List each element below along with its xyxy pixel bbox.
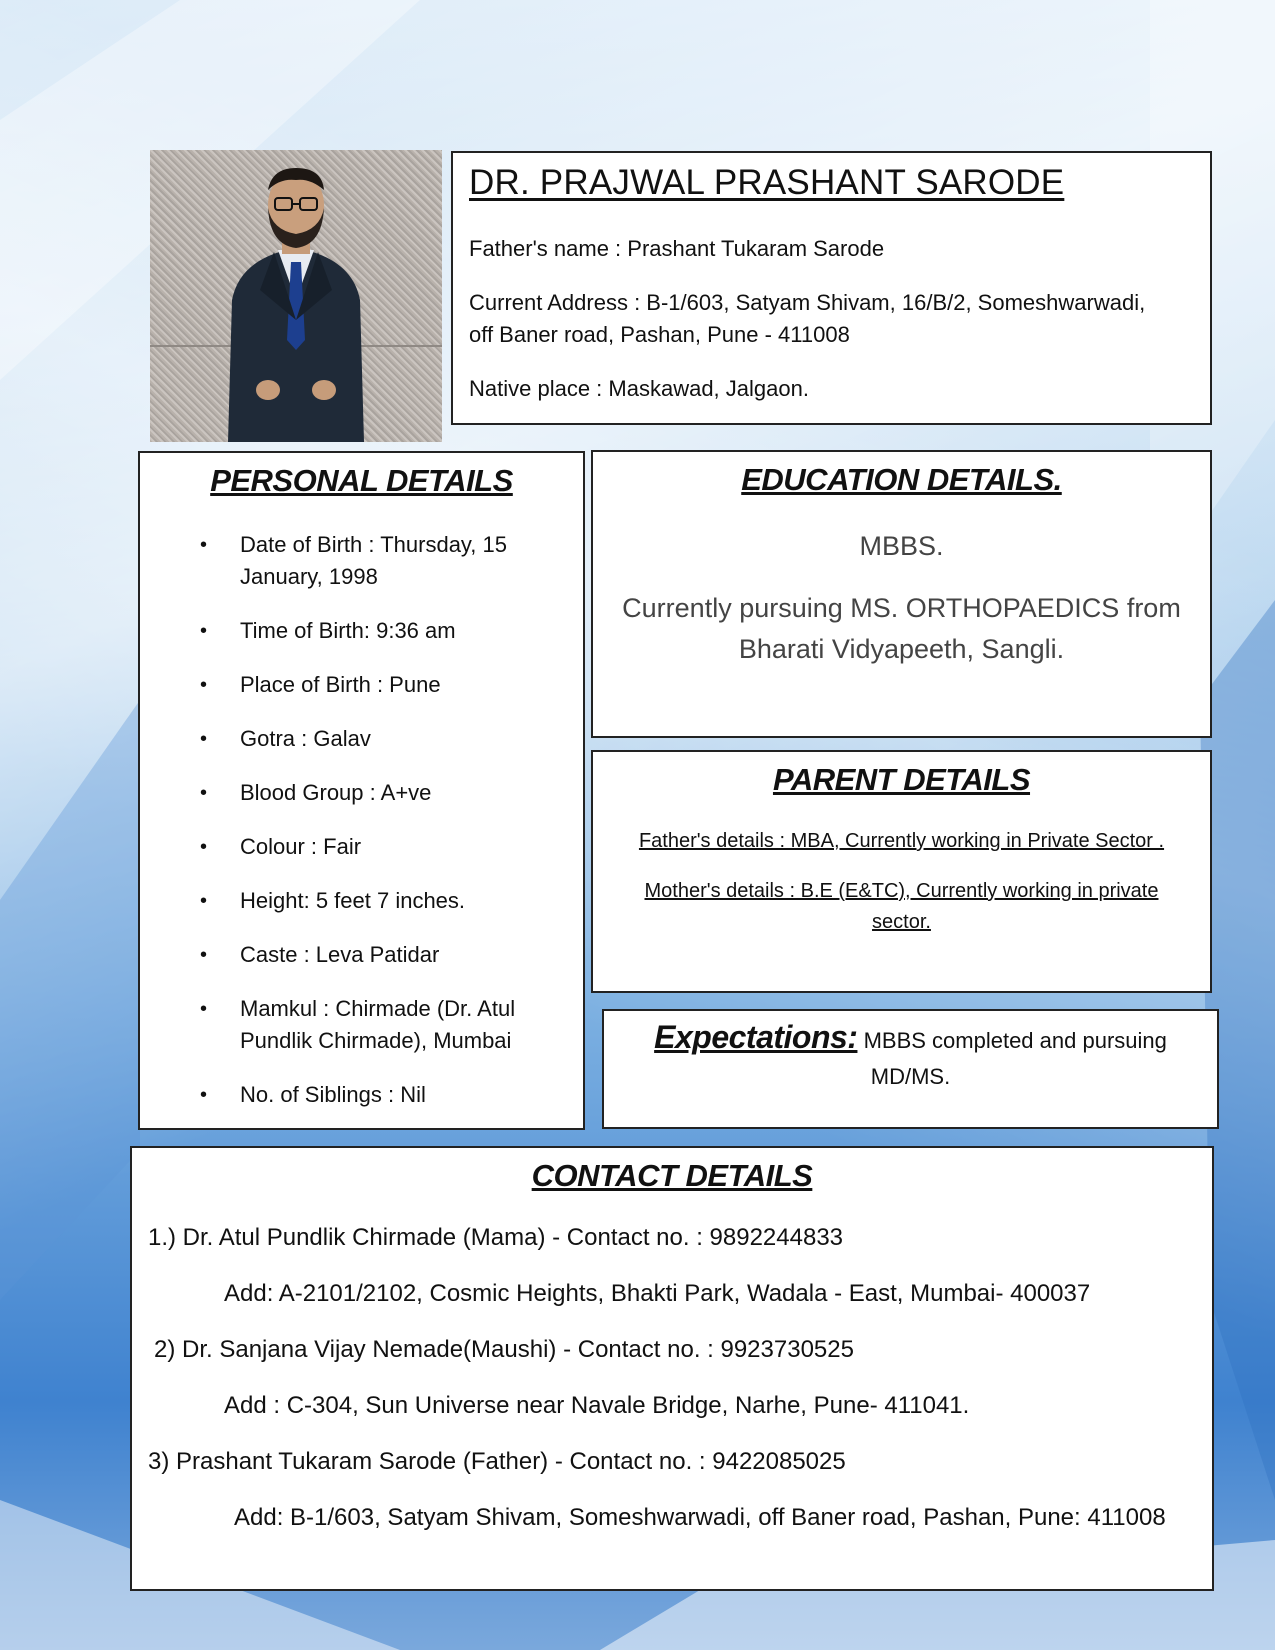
person-portrait-icon [150,150,442,442]
father-details: Father's details : MBA, Currently working in Private Sector . [638,830,1165,852]
address-line1: Current Address : B-1/603, Satyam Shivam, 16/B/2, Someshwarwadi, [469,290,1146,315]
candidate-name: DR. PRAJWAL PRASHANT SARODE [469,163,1065,202]
education-details-title: EDUCATION DETAILS. [741,462,1062,497]
parent-details-box [591,750,1212,993]
parent-details-title: PARENT DETAILS [772,762,1031,797]
list-item: • Gotra : Galav [200,723,540,755]
profile-photo [150,150,442,442]
education-current: Currently pursuing MS. ORTHOPAEDICS from Bharati Vidyapeeth, Sangli. [622,593,1181,664]
list-item: • Colour : Fair [200,831,540,863]
contact-2: 2) Dr. Sanjana Vijay Nemade(Maushi) - Contact no. : 9923730525 [154,1336,854,1363]
list-item: • Time of Birth: 9:36 am [200,615,540,647]
personal-details-list [200,529,540,1133]
personal-details-box [138,451,585,1130]
expectations-label: Expectations: [654,1019,858,1055]
contact-details-title: CONTACT DETAILS [531,1158,813,1193]
contact-3-address: Add: B-1/603, Satyam Shivam, Someshwarwadi, off Baner road, Pashan, Pune: 411008 [234,1504,1166,1531]
personal-details-title: PERSONAL DETAILS [210,463,513,498]
header-box [451,151,1212,425]
expectations-text: MBBS completed and pursuing MD/MS. [863,1028,1167,1089]
father-name: Father's name : Prashant Tukaram Sarode [469,236,885,261]
list-item: • Date of Birth : Thursday, 15 January, 1998 [200,529,540,593]
address-line2: off Baner road, Pashan, Pune - 411008 [469,322,850,347]
list-item: • Mamkul : Chirmade (Dr. Atul Pundlik Chirmade), Mumbai [200,993,540,1057]
list-item: • No. of Siblings : Nil [200,1079,540,1111]
contact-1-address: Add: A-2101/2102, Cosmic Heights, Bhakti Park, Wadala - East, Mumbai- 400037 [224,1280,1091,1307]
contact-3: 3) Prashant Tukaram Sarode (Father) - Contact no. : 9422085025 [148,1448,846,1475]
education-degree: MBBS. [859,531,944,561]
list-item: • Height: 5 feet 7 inches. [200,885,540,917]
list-item: • Place of Birth : Pune [200,669,540,701]
mother-details: Mother's details : B.E (E&TC), Currently working in private sector. [644,880,1159,933]
contact-1: 1.) Dr. Atul Pundlik Chirmade (Mama) - Contact no. : 9892244833 [148,1224,844,1251]
contact-2-address: Add : C-304, Sun Universe near Navale Bridge, Narhe, Pune- 411041. [224,1392,970,1419]
list-item: • Blood Group : A+ve [200,777,540,809]
list-item: • Caste : Leva Patidar [200,939,540,971]
education-details-box [591,450,1212,738]
native-place: Native place : Maskawad, Jalgaon. [469,376,809,401]
contact-details-box [130,1146,1214,1591]
expectations-box [602,1009,1219,1129]
